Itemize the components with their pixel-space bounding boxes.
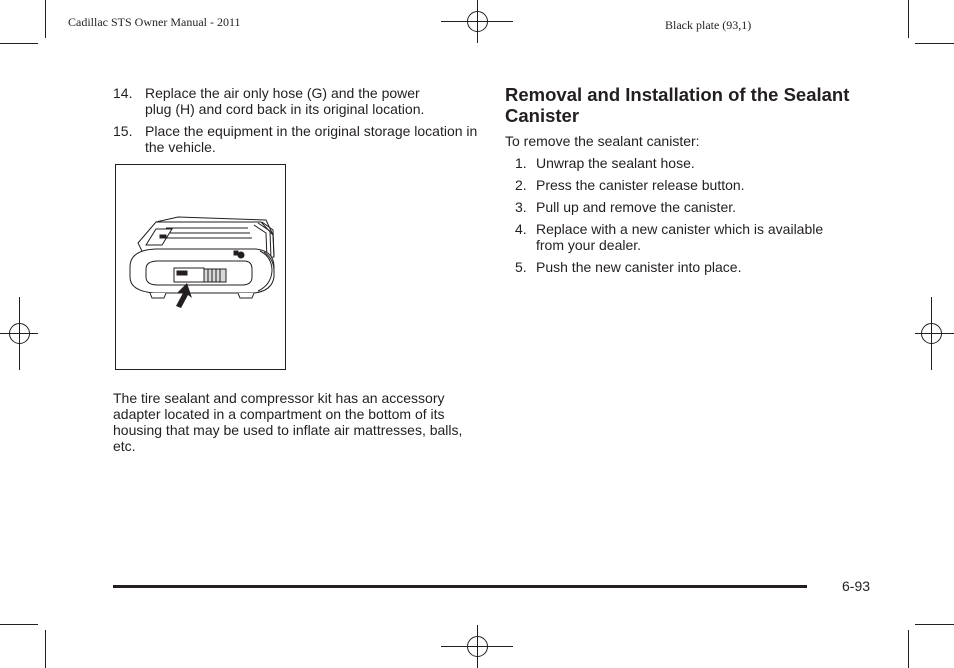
step-text: Replace the air only hose (G) and the power plug (H) and cord back in its original location. (145, 85, 425, 117)
section-heading: Removal and Installation of the Sealant Canister (505, 84, 850, 126)
removal-steps-container (505, 155, 885, 281)
step-text: Pull up and remove the canister. (536, 199, 737, 215)
step-number: 3. (515, 199, 527, 215)
list-item (505, 259, 885, 275)
step-number: 1. (515, 155, 527, 171)
step-number: 2. (515, 177, 527, 193)
removal-steps-list (505, 155, 885, 275)
tire-sealant-compressor-illustration (116, 165, 284, 368)
step-number: 5. (515, 259, 527, 275)
step-text: Push the new canister into place. (536, 259, 742, 275)
list-item (505, 221, 885, 253)
list-item (505, 199, 885, 215)
page-number: 6-93 (842, 578, 871, 594)
manual-title: Cadillac STS Owner Manual - 2011 (68, 15, 241, 29)
list-item (505, 155, 885, 171)
footer-rule (113, 585, 807, 588)
step-text: Place the equipment in the original storage location in the vehicle. (145, 123, 478, 155)
step-number: 14. (113, 85, 133, 101)
step-text: Replace with a new canister which is available from your dealer. (536, 221, 824, 253)
left-column (113, 85, 483, 161)
list-item (113, 123, 483, 155)
step-text: Unwrap the sealant hose. (536, 155, 695, 171)
list-item (113, 85, 483, 117)
figure-frame (115, 164, 286, 370)
plate-label: Black plate (93,1) (665, 18, 752, 32)
step-text: Press the canister release button. (536, 177, 745, 193)
step-number: 15. (113, 123, 133, 139)
list-item (505, 177, 885, 193)
intro-text: To remove the sealant canister: (505, 133, 700, 149)
accessory-adapter-paragraph: The tire sealant and compressor kit has an accessory adapter located in a compartment on the bottom of its housing that may be used to inflate air mattresses, balls, etc. (113, 390, 463, 454)
step-number: 4. (515, 221, 527, 237)
replacement-steps-list (113, 85, 483, 155)
